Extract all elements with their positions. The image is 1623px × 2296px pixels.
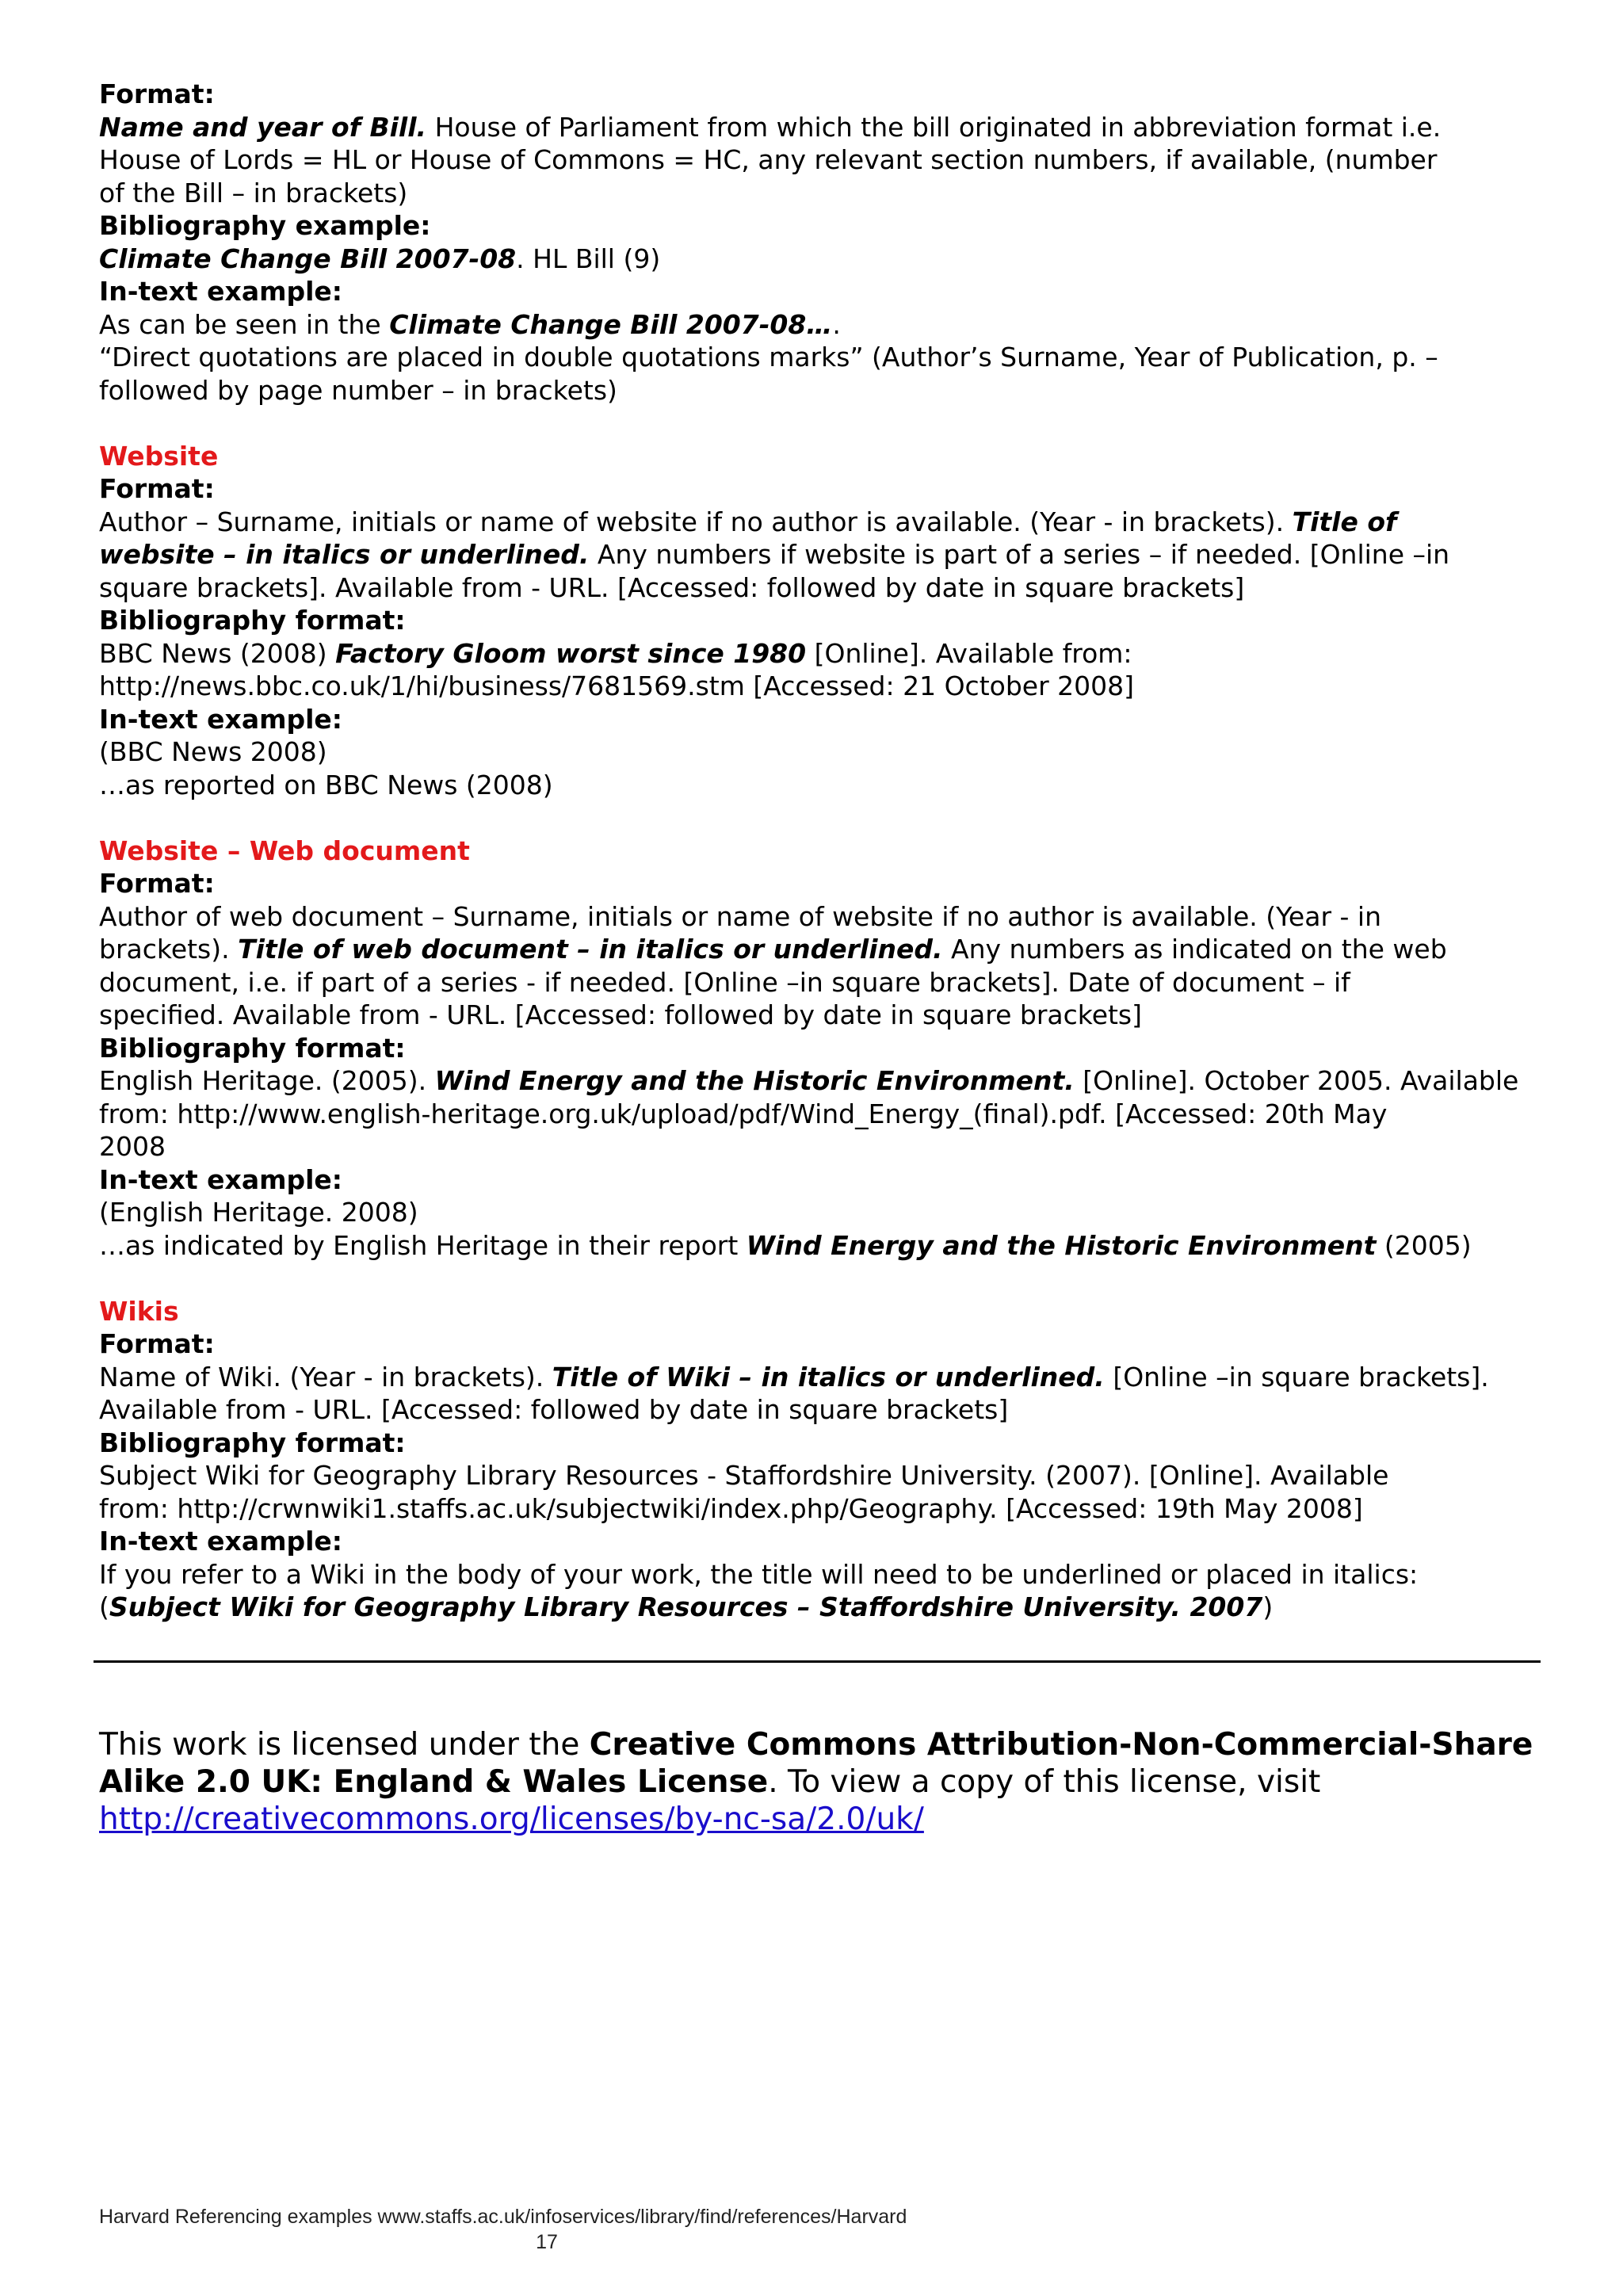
license-notice <box>99 1726 1549 1838</box>
bill-format-heading: Format: <box>99 78 215 109</box>
page-footer <box>99 2204 995 2255</box>
website-intext-line: (BBC News 2008) <box>99 736 327 767</box>
website-intext-line: …as reported on BBC News (2008) <box>99 769 553 800</box>
website-bibliography-line: http://news.bbc.co.uk/1/hi/business/7681569.stm [Accessed: 21 October 2008] <box>99 670 1134 701</box>
webdoc-bibliography-line: English Heritage. (2005). Wind Energy and the Historic Environment. [Online]. October 2005. Available <box>99 1065 1519 1096</box>
website-section-title: Website <box>99 440 219 472</box>
wikis-intext-line: If you refer to a Wiki in the body of your work, the title will need to be underlined or placed in italics: <box>99 1558 1419 1590</box>
bill-format-line: of the Bill – in brackets) <box>99 177 408 208</box>
bill-bibliography-heading: Bibliography example: <box>99 210 431 241</box>
bill-quote-line: “Direct quotations are placed in double quotations marks” (Author’s Surname, Year of Publication, p. – <box>99 342 1438 372</box>
bill-format-line: Name and year of Bill. House of Parliament from which the bill originated in abbreviation format i.e. <box>99 111 1442 143</box>
wikis-format-line: Available from - URL. [Accessed: followed by date in square brackets] <box>99 1394 1009 1425</box>
website-intext-heading: In-text example: <box>99 703 343 735</box>
page-number: 17 <box>536 2231 558 2253</box>
webdoc-format-line: brackets). Title of web document – in italics or underlined. Any numbers as indicated on the web <box>99 934 1447 965</box>
website-bibliography-heading: Bibliography format: <box>99 605 406 636</box>
wikis-format-line: Name of Wiki. (Year - in brackets). Title of Wiki – in italics or underlined. [Online –in square brackets]. <box>99 1361 1489 1392</box>
webdoc-bibliography-line: from: http://www.english-heritage.org.uk/upload/pdf/Wind_Energy_(final).pdf. [Accessed: 20th May <box>99 1098 1388 1129</box>
webdoc-intext-line: …as indicated by English Heritage in their report Wind Energy and the Historic Environment (2005) <box>99 1229 1472 1261</box>
bill-bibliography-example: Climate Change Bill 2007-08. HL Bill (9) <box>99 243 661 274</box>
license-line: This work is licensed under the Creative Commons Attribution-Non-Commercial-Share <box>99 1727 1533 1763</box>
wikis-intext-heading: In-text example: <box>99 1526 343 1557</box>
website-bibliography-line: BBC News (2008) Factory Gloom worst since 1980 [Online]. Available from: <box>99 637 1132 669</box>
bill-intext-heading: In-text example: <box>99 276 343 307</box>
webdoc-intext-line: (English Heritage. 2008) <box>99 1197 418 1228</box>
webdoc-format-line: specified. Available from - URL. [Accessed: followed by date in square brackets] <box>99 999 1143 1030</box>
webdoc-format-line: Author of web document – Surname, initials or name of website if no author is available. (Year - in <box>99 900 1381 932</box>
bill-intext-example: As can be seen in the Climate Change Bill 2007-08…. <box>99 308 841 340</box>
wikis-intext-line: (Subject Wiki for Geography Library Resources – Staffordshire University. 2007) <box>99 1591 1274 1622</box>
horizontal-divider <box>94 1660 1541 1663</box>
license-link[interactable]: http://creativecommons.org/licenses/by-nc-sa/2.0/uk/ <box>99 1801 924 1837</box>
website-format-line: Author – Surname, initials or name of website if no author is available. (Year - in brackets). Title of <box>99 506 1397 537</box>
bill-format-line: House of Lords = HL or House of Commons = HC, any relevant section numbers, if available, (number <box>99 144 1438 175</box>
footer-text: Harvard Referencing examples www.staffs.ac.uk/infoservices/library/find/references/Harvard <box>99 2206 907 2228</box>
website-format-line: square brackets]. Available from - URL. [Accessed: followed by date in square brackets] <box>99 571 1245 603</box>
wikis-format-heading: Format: <box>99 1328 215 1359</box>
bill-quote-line: followed by page number – in brackets) <box>99 374 617 406</box>
wikis-bibliography-line: from: http://crwnwiki1.staffs.ac.uk/subjectwiki/index.php/Geography. [Accessed: 19th May 2008] <box>99 1492 1363 1524</box>
webdoc-section-title: Website – Web document <box>99 835 470 866</box>
webdoc-intext-heading: In-text example: <box>99 1163 343 1195</box>
wikis-bibliography-heading: Bibliography format: <box>99 1427 406 1458</box>
document-body <box>99 78 1549 1624</box>
webdoc-bibliography-heading: Bibliography format: <box>99 1032 406 1064</box>
website-format-line: website – in italics or underlined. Any numbers if website is part of a series – if needed. [Online –in <box>99 539 1450 570</box>
website-format-heading: Format: <box>99 473 215 504</box>
webdoc-format-line: document, i.e. if part of a series - if needed. [Online –in square brackets]. Date of document – if <box>99 966 1350 998</box>
bill-format-bold: Name and year of Bill. <box>99 111 427 143</box>
webdoc-format-heading: Format: <box>99 868 215 899</box>
webdoc-bibliography-line: 2008 <box>99 1131 166 1162</box>
wikis-section-title: Wikis <box>99 1295 179 1327</box>
license-line: Alike 2.0 UK: England & Wales License. To view a copy of this license, visit <box>99 1764 1321 1800</box>
wikis-bibliography-line: Subject Wiki for Geography Library Resources - Staffordshire University. (2007). [Online]. Available <box>99 1460 1389 1491</box>
